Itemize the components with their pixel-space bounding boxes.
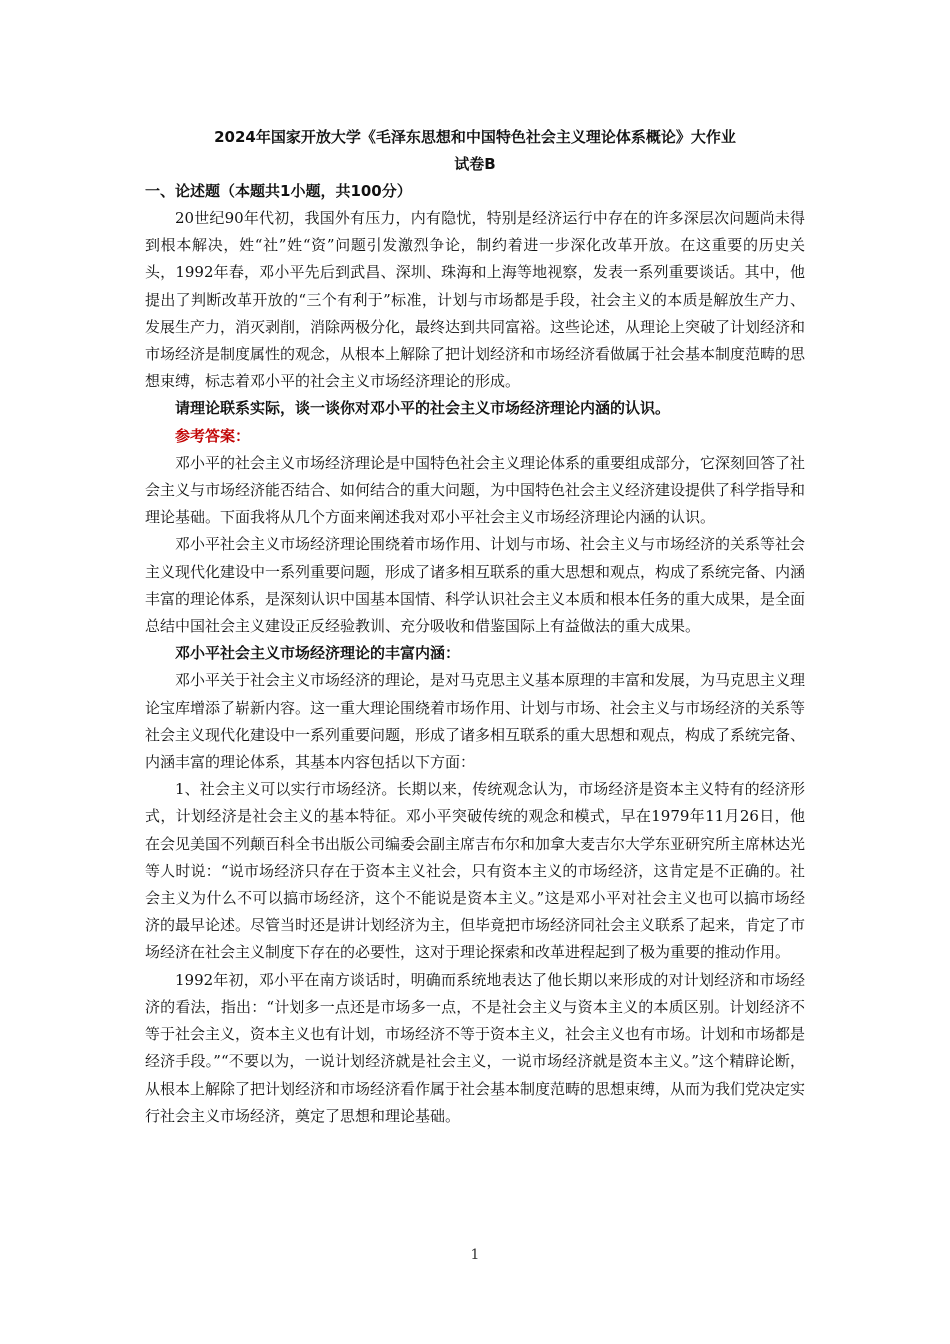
page-number: 1 — [470, 1247, 480, 1263]
document-subtitle: 试卷B — [454, 155, 496, 173]
document-title: 2024年国家开放大学《毛泽东思想和中国特色社会主义理论体系概论》大作业 — [214, 128, 736, 146]
content-paragraph: 1、社会主义可以实行市场经济。长期以来，传统观念认为，市场经济是资本主义特有的经济形式，计划经济是社会主义的基本特征。邓小平突破传统的观念和模式，早在1979年11月26日，他在会见美国不列颠百科全书出版公司编委会副主席吉布尔和加拿大麦吉尔大学东亚研究所主席林达光等人时说：“说市场经济只存在于资本主义社会，只有资本主义的市场经济，这肯定是不正确的。社会主义为什么不可以搞市场经济，这个不能说是资本主义。”这是邓小平对社会主义也可以搞市场经济的最早论述。尽管当时还是讲计划经济为主，但毕竟把市场经济同社会主义联系了起来，肯定了市场经济在社会主义制度下存在的必要性，这对于理论探索和改革进程起到了极为重要的推动作用。 — [145, 780, 806, 962]
answer-paragraph: 邓小平的社会主义市场经济理论是中国特色社会主义理论体系的重要组成部分，它深刻回答了社会主义与市场经济能否结合、如何结合的重大问题，为中国特色社会主义经济建设提供了科学指导和理论基础。下面我将从几个方面来阐述我对邓小平社会主义市场经济理论内涵的认识。 — [145, 453, 806, 527]
content-paragraph: 1992年初，邓小平在南方谈话时，明确而系统地表达了他长期以来形成的对计划经济和市场经济的看法，指出：“计划多一点还是市场多一点，不是社会主义与资本主义的本质区别。计划经济不等于社会主义，资本主义也有计划，市场经济不等于资本主义，社会主义也有市场。计划和市场都是经济手段。”“不要以为，一说计划经济就是社会主义，一说市场经济就是资本主义。”这个精辟论断，从根本上解除了把计划经济和市场经济看作属于社会基本制度范畴的思想束缚，从而为我们党决定实行社会主义市场经济，奠定了思想和理论基础。 — [145, 970, 806, 1125]
content-paragraph: 邓小平关于社会主义市场经济的理论，是对马克思主义基本原理的丰富和发展，为马克思主义理论宝库增添了崭新内容。这一重大理论围绕着市场作用、计划与市场、社会主义与市场经济的关系等社会主义现代化建设中一系列重要问题，形成了诸多相互联系的重大思想和观点，构成了系统完备、内涵丰富的理论体系，其基本内容包括以下方面： — [145, 671, 806, 772]
section-heading: 一、论述题（本题共1小题，共100分） — [145, 182, 412, 200]
document-body — [145, 124, 805, 1130]
background-paragraph: 20世纪90年代初，我国外有压力，内有隐忧，特别是经济运行中存在的许多深层次问题尚未得到根本解决，姓“社”姓“资”问题引发激烈争论，制约着进一步深化改革开放。在这重要的历史关头，1992年春，邓小平先后到武昌、深圳、珠海和上海等地视察，发表一系列重要谈话。其中，他提出了判断改革开放的“三个有利于”标准，计划与市场都是手段，社会主义的本质是解放生产力、发展生产力，消灭剥削，消除两极分化，最终达到共同富裕。这些论述，从理论上突破了计划经济和市场经济是制度属性的观念，从根本上解除了把计划经济和市场经济看做属于社会基本制度范畴的思想束缚，标志着邓小平的社会主义市场经济理论的形成。 — [145, 209, 806, 391]
sub-heading: 邓小平社会主义市场经济理论的丰富内涵： — [175, 644, 461, 663]
question-text: 请理论联系实际，谈一谈你对邓小平的社会主义市场经济理论内涵的认识。 — [175, 399, 671, 418]
answer-paragraph: 邓小平社会主义市场经济理论围绕着市场作用、计划与市场、社会主义与市场经济的关系等社会主义现代化建设中一系列重要问题，形成了诸多相互联系的重大思想和观点，构成了系统完备、内涵丰富的理论体系，是深刻认识中国基本国情、科学认识社会主义本质和根本任务的重大成果，是全面总结中国社会主义建设正反经验教训、充分吸收和借鉴国际上有益做法的重大成果。 — [145, 535, 806, 636]
answer-label: 参考答案： — [175, 426, 251, 445]
